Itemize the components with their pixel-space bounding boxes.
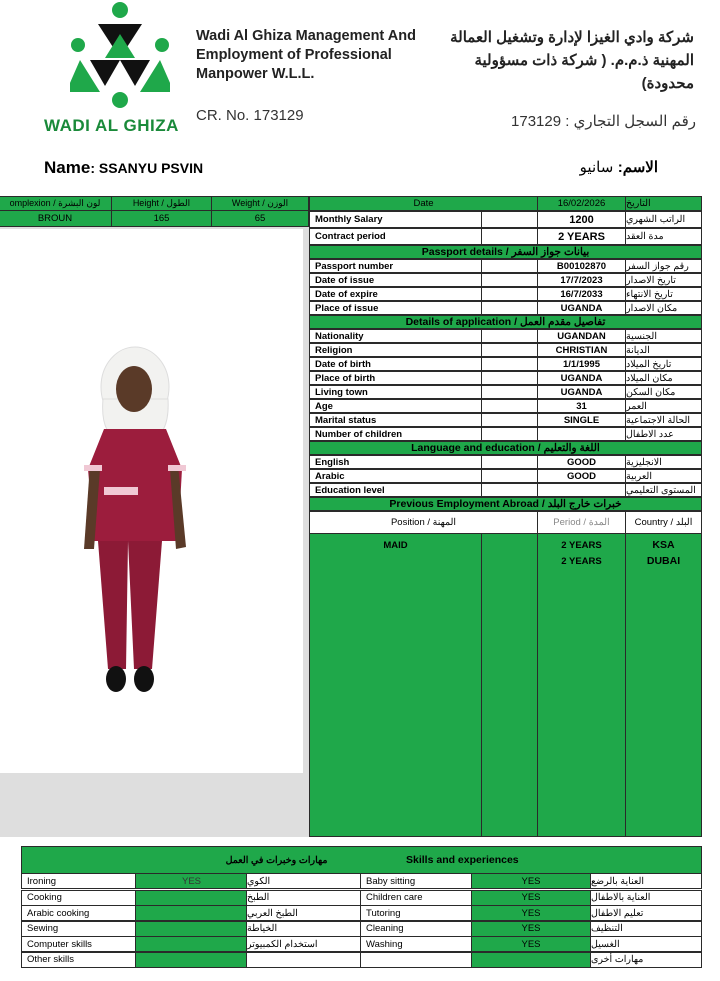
physical-header-height: Height / الطول: [111, 196, 212, 211]
company-name-en: Wadi Al Ghiza Management And Employment of Professional Manpower W.L.L.: [196, 28, 416, 82]
employment-position: [309, 553, 482, 569]
skill-label: Arabic cooking: [21, 905, 136, 921]
row-blank: [481, 301, 538, 315]
company-logo: [70, 0, 170, 112]
skill-value: [135, 905, 247, 921]
language-header: Language and education / اللغة والتعليم: [309, 441, 702, 455]
skill-label-ar: الغسيل: [590, 936, 702, 952]
skill-label: Children care: [360, 890, 472, 906]
physical-height-value: 165: [111, 210, 212, 227]
skill-value: YES: [471, 936, 591, 952]
skill-label-ar: الطبخ: [246, 890, 361, 906]
name-row-ar: [580, 158, 658, 177]
row-blank: [481, 483, 538, 497]
employment-period: 2 YEARS: [561, 555, 602, 567]
employment-col-period: Period / المدة: [537, 511, 626, 534]
employment-header: Previous Employment Abroad / خبرات خارج البلد: [309, 497, 702, 511]
row-label-ar: مكان السكن: [625, 385, 702, 399]
row-label-ar: عدد الاطفال: [625, 427, 702, 441]
skill-label: Sewing: [21, 921, 136, 937]
row-value: SINGLE: [537, 413, 626, 427]
row-blank: [481, 371, 538, 385]
skill-label: [360, 952, 472, 968]
row-blank: [481, 211, 538, 228]
candidate-photo: [0, 229, 303, 773]
row-label-ar: الانجليزية: [625, 455, 702, 469]
table-bottom: [309, 836, 702, 837]
row-label-ar: رقم جواز السفر: [625, 259, 702, 273]
row-value: GOOD: [537, 469, 626, 483]
skill-value: [135, 952, 247, 968]
name-value: : SSANYU PSVIN: [90, 160, 204, 176]
skill-value: YES: [471, 905, 591, 921]
skill-label: Baby sitting: [360, 873, 472, 889]
skill-label: Tutoring: [360, 905, 472, 921]
skill-label-ar: العناية بالرضع: [590, 873, 702, 889]
skill-label-ar: التنظيف: [590, 921, 702, 937]
row-label: Age: [309, 399, 482, 413]
name-label-ar: الاسم:: [617, 159, 658, 176]
skill-label-ar: العناية بالاطفال: [590, 890, 702, 906]
row-label-ar: العربية: [625, 469, 702, 483]
date-value: 16/02/2026: [537, 196, 626, 211]
row-label-ar: تاريخ الميلاد: [625, 357, 702, 371]
row-label-ar: مكان الميلاد: [625, 371, 702, 385]
row-label: Date of issue: [309, 273, 482, 287]
physical-complexion-value: BROUN: [0, 210, 112, 227]
row-label: Living town: [309, 385, 482, 399]
row-label: Date of expire: [309, 287, 482, 301]
skill-label-ar: الطبخ العربي: [246, 905, 361, 921]
row-blank: [481, 413, 538, 427]
row-value: UGANDA: [537, 385, 626, 399]
row-blank: [481, 357, 538, 371]
row-label: Nationality: [309, 329, 482, 343]
date-label: Date: [309, 196, 538, 211]
row-blank: [481, 273, 538, 287]
skill-value: [135, 921, 247, 937]
row-label: Contract period: [309, 228, 482, 245]
row-value: [537, 483, 626, 497]
skill-label-ar: [246, 952, 361, 968]
row-label-ar: تاريخ الاصدار: [625, 273, 702, 287]
employment-position: MAID: [383, 539, 408, 551]
row-value: CHRISTIAN: [537, 343, 626, 357]
physical-header-weight: Weight / الوزن: [211, 196, 309, 211]
skill-label-ar: الخياطة: [246, 921, 361, 937]
row-blank: [481, 427, 538, 441]
row-value: GOOD: [537, 455, 626, 469]
skill-value: YES: [135, 873, 247, 889]
skill-value: [135, 936, 247, 952]
row-label: Education level: [309, 483, 482, 497]
employment-col-country: Country / البلد: [625, 511, 702, 534]
skills-header-left: مهارات وخبرات في العمل: [21, 846, 361, 874]
cr-number-en: CR. No. 173129: [196, 107, 304, 124]
date-label-ar: التاريخ: [625, 196, 702, 211]
row-value: UGANDA: [537, 371, 626, 385]
skills-header-right: Skills and experiences: [360, 846, 702, 874]
name-row: [44, 158, 203, 178]
skill-label: Other skills: [21, 952, 136, 968]
row-label: Monthly Salary: [309, 211, 482, 228]
employment-country: KSA: [652, 539, 675, 551]
row-label: Place of issue: [309, 301, 482, 315]
row-label: English: [309, 455, 482, 469]
skill-value: YES: [471, 873, 591, 889]
physical-weight-value: 65: [211, 210, 309, 227]
row-value: 31: [537, 399, 626, 413]
skill-label: Computer skills: [21, 936, 136, 952]
row-label-ar: تاريخ الانتهاء: [625, 287, 702, 301]
row-label: Date of birth: [309, 357, 482, 371]
skill-label: Cooking: [21, 890, 136, 906]
row-value: 17/7/2023: [537, 273, 626, 287]
row-blank: [481, 329, 538, 343]
row-blank: [481, 455, 538, 469]
application-header: Details of application / تفاصيل مقدم العمل: [309, 315, 702, 329]
row-value: UGANDAN: [537, 329, 626, 343]
skill-value: YES: [471, 890, 591, 906]
row-value: [537, 427, 626, 441]
company-name-ar: شركة وادي الغيزا لإدارة وتشغيل العمالة المهنية ذ.م.م. ( شركة ذات مسؤولية محدودة): [450, 29, 694, 92]
row-label-ar: الديانة: [625, 343, 702, 357]
employment-country: DUBAI: [646, 555, 681, 567]
person-photo-icon: [0, 229, 303, 773]
skill-label: Cleaning: [360, 921, 472, 937]
row-label: Marital status: [309, 413, 482, 427]
row-value: 16/7/2033: [537, 287, 626, 301]
row-label-ar: مكان الاصدار: [625, 301, 702, 315]
row-label-ar: المستوى التعليمي: [625, 483, 702, 497]
logo-emblem-icon: [70, 0, 170, 112]
row-blank: [481, 385, 538, 399]
name-value-ar: سانيو: [579, 159, 614, 176]
row-blank: [481, 399, 538, 413]
row-blank: [481, 259, 538, 273]
row-value: 2 YEARS: [537, 228, 626, 245]
skill-label: Ironing: [21, 873, 136, 889]
skill-label: Washing: [360, 936, 472, 952]
cr-number-ar: رقم السجل التجاري : 173129: [511, 113, 696, 130]
row-value: B00102870: [537, 259, 626, 273]
skill-value: [135, 890, 247, 906]
row-label: Passport number: [309, 259, 482, 273]
row-label-ar: مدة العقد: [625, 228, 702, 245]
row-label-ar: الراتب الشهري: [625, 211, 702, 228]
row-blank: [481, 287, 538, 301]
row-blank: [481, 469, 538, 483]
row-value: 1/1/1995: [537, 357, 626, 371]
physical-header-complexion: omplexion / لون البشرة: [0, 196, 112, 211]
row-blank: [481, 343, 538, 357]
row-label-ar: العمر: [625, 399, 702, 413]
row-label-ar: الجنسية: [625, 329, 702, 343]
skill-label-ar: الكوي: [246, 873, 361, 889]
row-label: Arabic: [309, 469, 482, 483]
logo-wordmark: WADI AL GHIZA: [44, 116, 179, 135]
employment-col-position: Position / المهنة: [309, 511, 538, 534]
skill-value: YES: [471, 921, 591, 937]
row-label: Religion: [309, 343, 482, 357]
skill-label-ar: استخدام الكمبيوتر: [246, 936, 361, 952]
name-label: Name: [44, 158, 91, 177]
row-label-ar: الحالة الاجتماعية: [625, 413, 702, 427]
skill-label-ar: تعليم الاطفال: [590, 905, 702, 921]
row-value: UGANDA: [537, 301, 626, 315]
row-blank: [481, 228, 538, 245]
employment-period: 2 YEARS: [561, 539, 602, 551]
row-label: Number of children: [309, 427, 482, 441]
row-value: 1200: [537, 211, 626, 228]
row-label: Place of birth: [309, 371, 482, 385]
skill-value: [471, 952, 591, 968]
skill-label-ar: مهارات أخرى: [590, 952, 702, 968]
passport-header: Passport details / بيانات جواز السفر: [309, 245, 702, 259]
